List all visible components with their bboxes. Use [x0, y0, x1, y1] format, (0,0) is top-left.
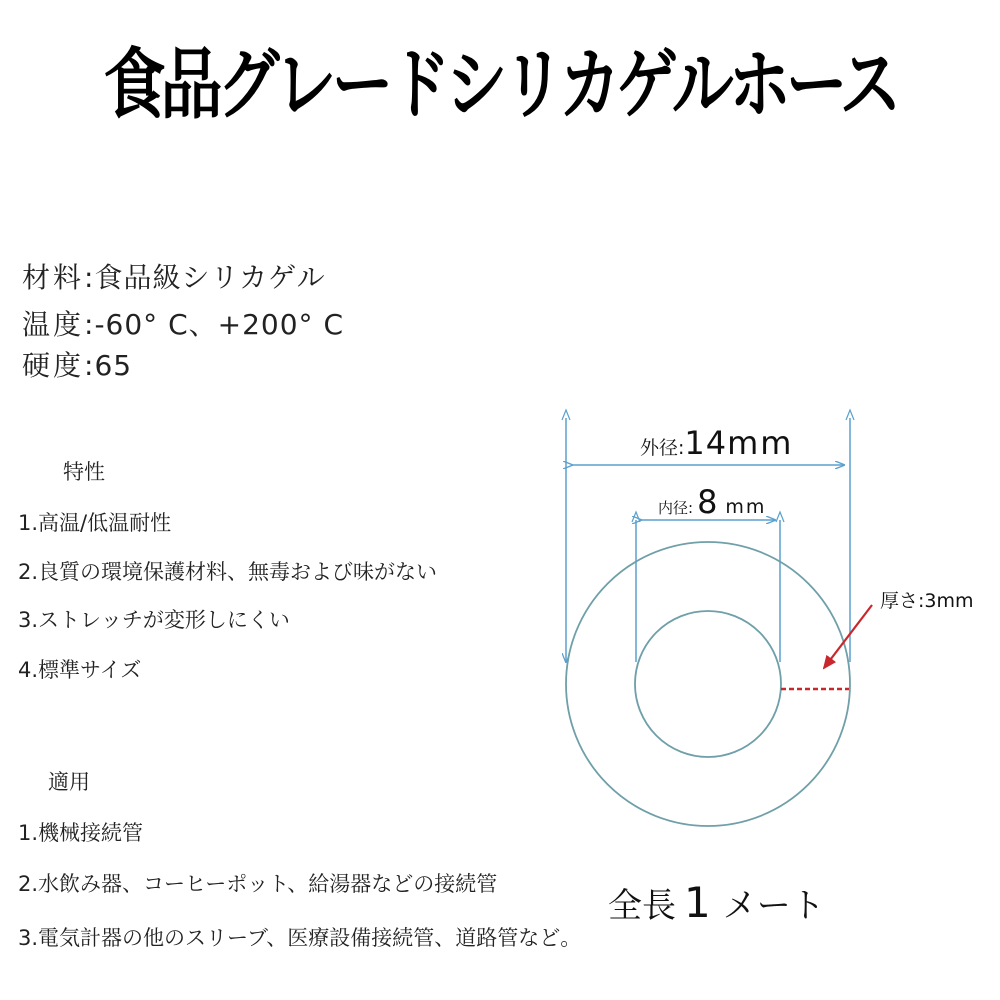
spec-separator: : [84, 308, 95, 341]
outer-diameter-caption: 外径: [640, 437, 685, 459]
outer-diameter-label [640, 424, 793, 462]
application-item: 1.機械接続管 [18, 821, 144, 845]
total-length-unit: メート [722, 886, 825, 926]
total-length-label: 全長 [608, 886, 676, 926]
feature-item: 2.良質の環境保護材料、無毒および味がない [18, 560, 438, 584]
inner-diameter-value: 8 [697, 483, 718, 521]
spec-hardness-value: 65 [94, 349, 133, 382]
features-heading: 特性 [63, 460, 105, 484]
feature-item: 4.標準サイズ [18, 658, 142, 682]
inner-diameter-caption: 内径: [658, 499, 694, 517]
inner-diameter-unit: mm [725, 496, 767, 518]
total-length [608, 878, 825, 927]
inner-diameter-label [658, 483, 766, 521]
spec-temperature-label: 温度 [22, 308, 85, 341]
outer-diameter-value: 14 [684, 424, 728, 462]
applications-heading: 適用 [48, 770, 90, 794]
total-length-value: 1 [684, 878, 711, 927]
spec-separator: : [84, 261, 95, 294]
application-item: 2.水飲み器、コーヒーポット、給湯器などの接続管 [18, 872, 498, 896]
feature-item: 3.ストレッチが変形しにくい [18, 608, 290, 632]
inner-ring [635, 611, 781, 757]
thickness-label [880, 586, 974, 613]
page-title: 食品グレードシリカゲルホース [103, 38, 897, 130]
spec-hardness-label: 硬度 [22, 349, 85, 382]
thickness-value: 3mm [924, 590, 974, 612]
spec-temperature-value: -60° C、+200° C [94, 308, 344, 341]
spec-material-label: 材料 [22, 261, 85, 294]
feature-item: 1.高温/低温耐性 [18, 511, 172, 535]
spec-separator: : [84, 349, 95, 382]
spec-material-value: 食品級シリカゲル [94, 261, 326, 294]
application-item: 3.電気計器の他のスリーブ、医療設備接続管、道路管など。 [18, 926, 582, 950]
thickness-caption: 厚さ: [880, 590, 925, 612]
outer-diameter-unit: mm [727, 424, 794, 462]
outer-ring [566, 542, 850, 826]
